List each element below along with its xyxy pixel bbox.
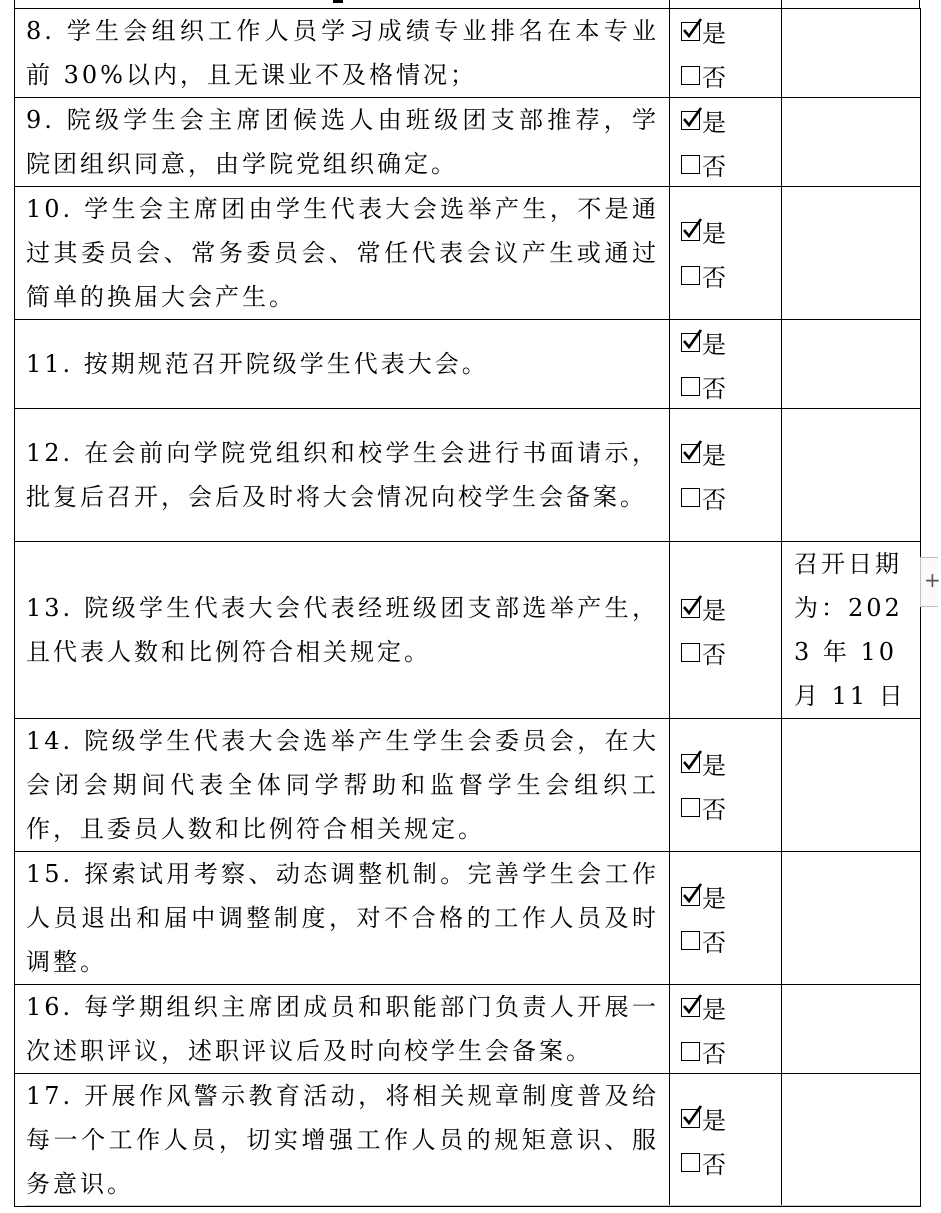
- yes-checkbox[interactable]: [681, 444, 700, 463]
- table-row: [15, 9, 921, 98]
- requirement-cell: [15, 1074, 670, 1207]
- no-option[interactable]: [681, 918, 781, 962]
- check-mark-icon: [681, 1104, 703, 1128]
- no-option[interactable]: [681, 630, 781, 674]
- table-row: [15, 852, 921, 985]
- note-text: 召开日期为：2023 年 10 月 11 日: [794, 550, 906, 710]
- column-divider: [669, 0, 670, 8]
- requirement-text: 9. 院级学生会主席团候选人由班级团支部推荐，学院团组织同意，由学院党组织确定。: [26, 106, 659, 178]
- previous-row-remnant: [14, 0, 920, 8]
- options-cell: [670, 1074, 782, 1207]
- note-cell: [782, 719, 921, 852]
- add-row-handle[interactable]: [920, 557, 941, 607]
- yes-option[interactable]: [681, 98, 781, 142]
- plus-icon: +: [924, 568, 941, 592]
- no-checkbox[interactable]: [681, 798, 700, 817]
- check-mark-icon: [681, 217, 703, 241]
- no-label: 否: [702, 1039, 726, 1068]
- requirement-text: 12. 在会前向学院党组织和校学生会进行书面请示，批复后召开，会后及时将大会情况向校学生会备案。: [26, 439, 659, 511]
- no-checkbox[interactable]: [681, 1153, 700, 1172]
- no-label: 否: [702, 795, 726, 824]
- options-cell: [670, 542, 782, 719]
- requirement-cell: [15, 719, 670, 852]
- note-cell: [782, 1074, 921, 1207]
- options-cell: [670, 852, 782, 985]
- yes-checkbox[interactable]: [681, 333, 700, 352]
- yes-label: 是: [702, 596, 726, 625]
- requirement-cell: [15, 9, 670, 98]
- yes-label: 是: [702, 219, 726, 248]
- page-bottom-border: [26, 1205, 920, 1206]
- requirement-cell: [15, 985, 670, 1074]
- note-cell: [782, 187, 921, 320]
- yes-checkbox[interactable]: [681, 222, 700, 241]
- no-label: 否: [702, 63, 726, 92]
- no-checkbox[interactable]: [681, 1042, 700, 1061]
- table-row: [15, 98, 921, 187]
- yes-checkbox[interactable]: [681, 754, 700, 773]
- options-cell: [670, 409, 782, 542]
- requirement-text: 13. 院级学生代表大会代表经班级团支部选举产生，且代表人数和比例符合相关规定。: [26, 594, 659, 666]
- no-option[interactable]: [681, 364, 781, 408]
- table-row: [15, 985, 921, 1074]
- yes-label: 是: [702, 441, 726, 470]
- yes-option[interactable]: [681, 9, 781, 53]
- note-cell: [782, 320, 921, 409]
- yes-option[interactable]: [681, 586, 781, 630]
- note-cell: [782, 852, 921, 985]
- note-cell: [782, 542, 921, 719]
- no-checkbox[interactable]: [681, 643, 700, 662]
- no-label: 否: [702, 485, 726, 514]
- yes-option[interactable]: [681, 985, 781, 1029]
- yes-checkbox[interactable]: [681, 1109, 700, 1128]
- requirement-cell: [15, 98, 670, 187]
- no-checkbox[interactable]: [681, 66, 700, 85]
- yes-option[interactable]: [681, 874, 781, 918]
- no-checkbox[interactable]: [681, 155, 700, 174]
- yes-label: 是: [702, 330, 726, 359]
- yes-option[interactable]: [681, 1096, 781, 1140]
- requirement-cell: [15, 542, 670, 719]
- check-mark-icon: [681, 993, 703, 1017]
- check-mark-icon: [681, 106, 703, 130]
- requirement-text: 17. 开展作风警示教育活动，将相关规章制度普及给每一个工作人员，切实增强工作人员的规矩意识、服务意识。: [26, 1082, 659, 1198]
- table-row: [15, 1074, 921, 1207]
- table-row: [15, 719, 921, 852]
- no-label: 否: [702, 640, 726, 669]
- check-mark-icon: [681, 439, 703, 463]
- yes-option[interactable]: [681, 741, 781, 785]
- note-cell: [782, 98, 921, 187]
- check-mark-icon: [681, 749, 703, 773]
- options-cell: [670, 719, 782, 852]
- table-row: [15, 409, 921, 542]
- no-option[interactable]: [681, 1029, 781, 1073]
- column-divider: [781, 0, 782, 8]
- no-option[interactable]: [681, 785, 781, 829]
- yes-checkbox[interactable]: [681, 887, 700, 906]
- yes-option[interactable]: [681, 320, 781, 364]
- requirement-text: 15. 探索试用考察、动态调整机制。完善学生会工作人员退出和届中调整制度，对不合格的工作人员及时调整。: [26, 860, 659, 976]
- yes-label: 是: [702, 1106, 726, 1135]
- table-row: [15, 187, 921, 320]
- requirement-cell: [15, 320, 670, 409]
- check-mark-icon: [681, 17, 703, 41]
- check-mark-icon: [681, 882, 703, 906]
- options-cell: [670, 9, 782, 98]
- requirement-cell: [15, 409, 670, 542]
- options-cell: [670, 187, 782, 320]
- yes-checkbox[interactable]: [681, 998, 700, 1017]
- yes-checkbox[interactable]: [681, 599, 700, 618]
- no-checkbox[interactable]: [681, 266, 700, 285]
- options-cell: [670, 985, 782, 1074]
- table-row: [15, 542, 921, 719]
- yes-checkbox[interactable]: [681, 22, 700, 41]
- yes-option[interactable]: [681, 209, 781, 253]
- checklist-table: [14, 8, 921, 1207]
- options-cell: [670, 320, 782, 409]
- requirement-text: 16. 每学期组织主席团成员和职能部门负责人开展一次述职评议，述职评议后及时向校学生会备案。: [26, 993, 659, 1065]
- no-checkbox[interactable]: [681, 931, 700, 950]
- no-label: 否: [702, 928, 726, 957]
- no-label: 否: [702, 1150, 726, 1179]
- note-cell: [782, 409, 921, 542]
- no-option[interactable]: [681, 475, 781, 519]
- requirement-cell: [15, 187, 670, 320]
- check-mark-icon: [681, 328, 703, 352]
- no-label: 否: [702, 263, 726, 292]
- table-row: [15, 320, 921, 409]
- requirement-text: 8. 学生会组织工作人员学习成绩专业排名在本专业前 30%以内，且无课业不及格情况；: [26, 17, 659, 89]
- yes-label: 是: [702, 108, 726, 137]
- no-checkbox[interactable]: [681, 488, 700, 507]
- requirement-text: 11. 按期规范召开院级学生代表大会。: [26, 350, 489, 378]
- no-checkbox[interactable]: [681, 377, 700, 396]
- requirement-text: 10. 学生会主席团由学生代表大会选举产生，不是通过其委员会、常务委员会、常任代表会议产生或通过简单的换届大会产生。: [26, 195, 659, 311]
- options-cell: [670, 98, 782, 187]
- no-option[interactable]: [681, 1140, 781, 1184]
- note-cell: [782, 985, 921, 1074]
- check-mark-icon: [681, 594, 703, 618]
- requirement-cell: [15, 852, 670, 985]
- text-fragment: [333, 0, 343, 3]
- yes-checkbox[interactable]: [681, 111, 700, 130]
- no-option[interactable]: [681, 253, 781, 297]
- no-option[interactable]: [681, 142, 781, 186]
- yes-label: 是: [702, 995, 726, 1024]
- no-label: 否: [702, 374, 726, 403]
- yes-option[interactable]: [681, 431, 781, 475]
- note-cell: [782, 9, 921, 98]
- yes-label: 是: [702, 19, 726, 48]
- yes-label: 是: [702, 884, 726, 913]
- no-option[interactable]: [681, 53, 781, 97]
- requirement-text: 14. 院级学生代表大会选举产生学生会委员会，在大会闭会期间代表全体同学帮助和监督学生会组织工作，且委员人数和比例符合相关规定。: [26, 727, 659, 843]
- no-label: 否: [702, 152, 726, 181]
- yes-label: 是: [702, 751, 726, 780]
